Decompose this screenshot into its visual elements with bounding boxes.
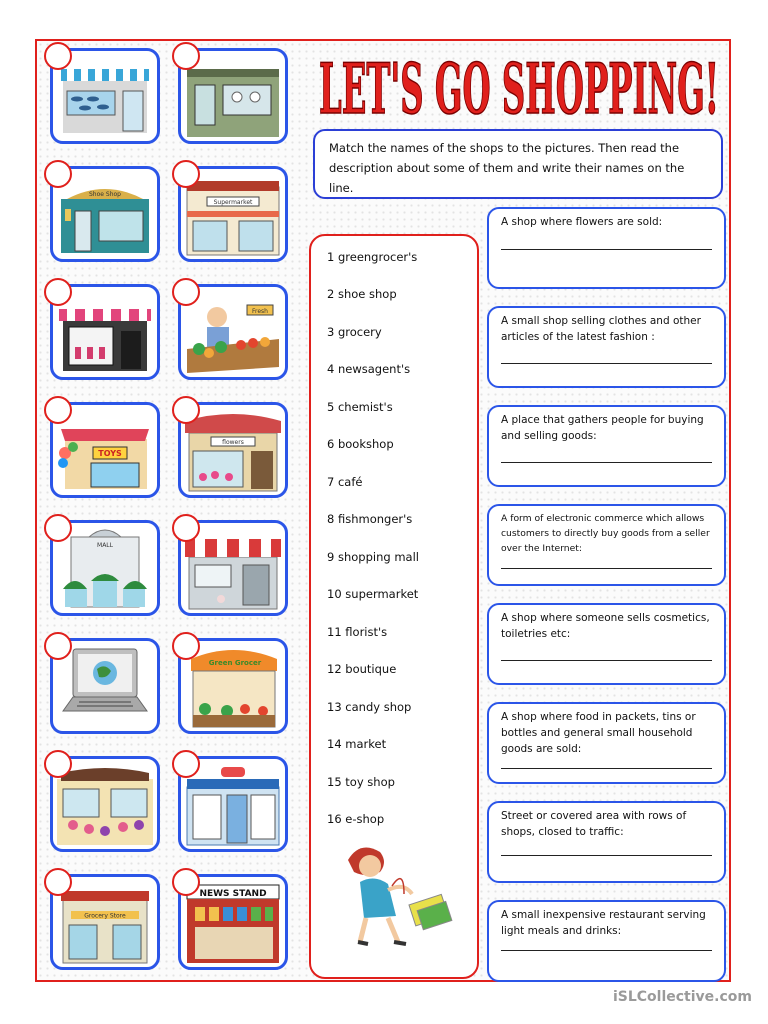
list-item: 16 e-shop [327, 812, 385, 826]
svg-text:MALL: MALL [97, 542, 113, 549]
answer-circle[interactable] [172, 868, 200, 896]
list-item: 12 boutique [327, 662, 397, 676]
answer-circle[interactable] [44, 42, 72, 70]
answer-line[interactable] [501, 249, 712, 250]
answer-circle[interactable] [44, 278, 72, 306]
description-text: Street or covered area with rows of shops, closed to traffic: [501, 810, 687, 838]
list-item: 14 market [327, 737, 387, 751]
description-box [487, 207, 726, 289]
description-box [487, 504, 726, 586]
svg-text:TOYS: TOYS [98, 449, 122, 458]
list-item: 2 shoe shop [327, 287, 397, 301]
answer-line[interactable] [501, 462, 712, 463]
list-item: 8 fishmonger's [327, 512, 413, 526]
description-text: A small inexpensive restaurant serving light meals and drinks: [501, 909, 706, 937]
description-text: A shop where flowers are sold: [501, 216, 663, 228]
list-item: 4 newsagent's [327, 362, 411, 376]
list-item: 1 greengrocer's [327, 250, 418, 264]
shopper-illustration [330, 838, 460, 950]
svg-text:Shoe Shop: Shoe Shop [89, 191, 121, 198]
answer-circle[interactable] [44, 750, 72, 778]
description-box [487, 801, 726, 883]
description-text: A place that gathers people for buying and selling goods: [501, 414, 704, 442]
answer-circle[interactable] [172, 632, 200, 660]
title-text: LET'S GO SHOPPING! [319, 48, 719, 128]
answer-line[interactable] [501, 363, 712, 364]
answer-line[interactable] [501, 950, 712, 951]
description-box [487, 603, 726, 685]
description-box [487, 900, 726, 982]
watermark: iSLCollective.com [612, 989, 752, 1005]
svg-text:Supermarket: Supermarket [213, 199, 253, 206]
instructions-text: Match the names of the shops to the pictures. Then read the description about some of them and write their names on the line. [329, 141, 685, 195]
description-text: A shop where someone sells cosmetics, toiletries etc: [501, 612, 710, 640]
description-box [487, 306, 726, 388]
answer-circle[interactable] [44, 868, 72, 896]
answer-circle[interactable] [44, 632, 72, 660]
list-item: 15 toy shop [327, 775, 395, 789]
list-item: 3 grocery [327, 325, 382, 339]
svg-text:Fresh: Fresh [252, 308, 268, 315]
list-item: 9 shopping mall [327, 550, 419, 564]
svg-text:Grocery Store: Grocery Store [84, 912, 126, 920]
list-item: 6 bookshop [327, 437, 394, 451]
answer-line[interactable] [501, 660, 712, 661]
page-title [312, 48, 726, 128]
description-text: A shop where food in packets, tins or bottles and general small household goods are sold: [501, 711, 696, 755]
answer-circle[interactable] [172, 278, 200, 306]
answer-circle[interactable] [172, 160, 200, 188]
answer-circle[interactable] [172, 514, 200, 542]
answer-circle[interactable] [44, 396, 72, 424]
list-item: 10 supermarket [327, 587, 419, 601]
list-item: 13 candy shop [327, 700, 412, 714]
list-item: 5 chemist's [327, 400, 393, 414]
description-box [487, 702, 726, 784]
svg-text:NEWS STAND: NEWS STAND [199, 889, 267, 899]
description-text: A form of electronic commerce which allows customers to directly buy goods from a seller over the Internet: [501, 513, 710, 554]
instructions-box [313, 129, 723, 199]
list-item: 11 florist's [327, 625, 388, 639]
description-text: A small shop selling clothes and other articles of the latest fashion : [501, 315, 701, 343]
answer-line[interactable] [501, 768, 712, 769]
answer-circle[interactable] [172, 750, 200, 778]
answer-circle[interactable] [172, 396, 200, 424]
svg-text:flowers: flowers [222, 439, 244, 446]
answer-line[interactable] [501, 855, 712, 856]
svg-text:Green Grocer: Green Grocer [208, 659, 262, 667]
answer-circle[interactable] [44, 514, 72, 542]
list-item: 7 café [327, 475, 363, 489]
answer-circle[interactable] [44, 160, 72, 188]
answer-circle[interactable] [172, 42, 200, 70]
answer-line[interactable] [501, 568, 712, 569]
description-box [487, 405, 726, 487]
